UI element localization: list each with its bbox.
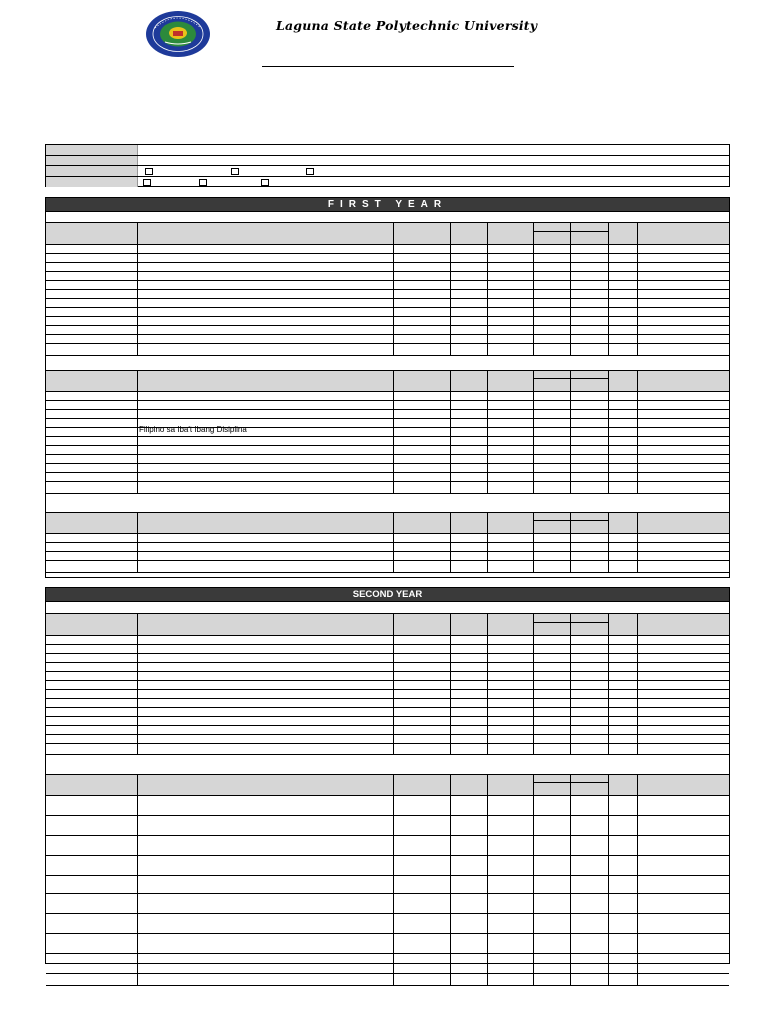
header-cell — [571, 223, 608, 244]
info-label-cell — [46, 166, 138, 176]
table-row-line — [46, 400, 729, 401]
header-cell — [46, 775, 137, 795]
column-line — [637, 774, 638, 985]
header-cell — [534, 614, 570, 635]
table-row-line — [46, 716, 729, 717]
header-cell — [638, 223, 729, 244]
header-cell — [609, 614, 637, 635]
table-row-line — [46, 893, 729, 894]
header-cell — [394, 371, 450, 391]
header-bottom-border — [46, 533, 729, 534]
table-row-line — [46, 572, 729, 573]
column-line — [608, 370, 609, 493]
header-cell — [138, 614, 393, 635]
column-line — [487, 222, 488, 355]
column-line — [533, 774, 534, 985]
header-cell — [609, 513, 637, 533]
table-row-line — [46, 280, 729, 281]
column-line — [533, 222, 534, 355]
header-cell — [571, 614, 608, 635]
column-line — [487, 613, 488, 754]
header-cell — [488, 223, 533, 244]
info-row-3 — [46, 166, 729, 177]
table-row-line — [46, 436, 729, 437]
table-row-line — [46, 316, 729, 317]
header-cell — [138, 223, 393, 244]
table-row-line — [46, 985, 729, 986]
header-cell — [488, 371, 533, 391]
header-cell — [394, 775, 450, 795]
header-bottom-border — [46, 635, 729, 636]
info-row-2 — [46, 156, 729, 166]
table-row-line — [46, 707, 729, 708]
checkbox[interactable] — [231, 168, 239, 175]
header-bottom-border — [46, 244, 729, 245]
checkbox[interactable] — [306, 168, 314, 175]
table-row-line — [46, 481, 729, 482]
info-row-1 — [46, 145, 729, 156]
table-row-line — [46, 815, 729, 816]
table-row-line — [46, 325, 729, 326]
header-bottom-border — [46, 795, 729, 796]
header-cell — [451, 513, 487, 533]
table-row-line — [46, 973, 729, 974]
header-cell — [46, 614, 137, 635]
header-cell — [488, 614, 533, 635]
column-line — [533, 370, 534, 493]
header-cell — [46, 371, 137, 391]
first-year-section — [45, 197, 730, 578]
column-line — [393, 512, 394, 572]
table-row-line — [46, 445, 729, 446]
table-row-line — [46, 409, 729, 410]
course-title-cell: Filipino sa Iba't Ibang Disiplina — [139, 425, 247, 434]
table-row-line — [46, 913, 729, 914]
header-bottom-border — [46, 391, 729, 392]
header-cell — [609, 371, 637, 391]
table-row-line — [46, 542, 729, 543]
header-cell — [394, 614, 450, 635]
table-row-line — [46, 680, 729, 681]
column-line — [450, 512, 451, 572]
table-row-line — [46, 698, 729, 699]
header-cell — [488, 775, 533, 795]
column-line — [393, 370, 394, 493]
table-row-line — [46, 653, 729, 654]
column-line — [450, 613, 451, 754]
column-line — [450, 370, 451, 493]
table-row-line — [46, 262, 729, 263]
table-row-line — [46, 463, 729, 464]
table-top-border — [46, 613, 729, 614]
title-bottom-border — [46, 211, 729, 212]
column-line — [570, 774, 571, 985]
header-cell — [451, 775, 487, 795]
table-row-line — [46, 725, 729, 726]
checkbox[interactable] — [145, 168, 153, 175]
table-row-line — [46, 855, 729, 856]
column-line — [637, 613, 638, 754]
column-line — [570, 512, 571, 572]
table-row-line — [46, 743, 729, 744]
table-row-line — [46, 662, 729, 663]
table-row-line — [46, 689, 729, 690]
title-bottom-border — [46, 601, 729, 602]
table-row-line — [46, 754, 729, 755]
table-row-line — [46, 551, 729, 552]
table-top-border — [46, 774, 729, 775]
column-line — [393, 774, 394, 985]
table-top-border — [46, 512, 729, 513]
table-top-border — [46, 370, 729, 371]
table-row-line — [46, 253, 729, 254]
info-label-cell — [46, 177, 138, 187]
header-cell — [451, 223, 487, 244]
header-cell — [451, 371, 487, 391]
column-line — [637, 222, 638, 355]
table-row-line — [46, 298, 729, 299]
column-line — [450, 222, 451, 355]
column-line — [393, 222, 394, 355]
column-line — [450, 774, 451, 985]
university-seal-icon — [145, 10, 211, 58]
table-row-line — [46, 953, 729, 954]
table-row-line — [46, 418, 729, 419]
header-cell — [534, 775, 570, 795]
header-cell — [638, 775, 729, 795]
column-line — [487, 370, 488, 493]
section-title: FIRST YEAR — [46, 198, 729, 211]
info-label-cell — [46, 156, 138, 165]
header-cell — [571, 371, 608, 391]
table-row-line — [46, 343, 729, 344]
header-cell — [609, 223, 637, 244]
table-row-line — [46, 734, 729, 735]
column-line — [608, 222, 609, 355]
info-label-cell — [46, 145, 138, 155]
column-line — [137, 613, 138, 754]
header-cell — [394, 513, 450, 533]
second-year-section — [45, 587, 730, 964]
checkbox[interactable] — [143, 179, 151, 186]
table-row-line — [46, 334, 729, 335]
university-name: Laguna State Polytechnic University — [276, 18, 538, 33]
column-line — [570, 370, 571, 493]
table-row-line — [46, 933, 729, 934]
table-row-line — [46, 671, 729, 672]
table-row-line — [46, 472, 729, 473]
column-line — [137, 774, 138, 985]
header-cell — [571, 513, 608, 533]
table-row-line — [46, 355, 729, 356]
header-cell — [638, 513, 729, 533]
header-cell — [571, 775, 608, 795]
table-row-line — [46, 271, 729, 272]
table-row-line — [46, 307, 729, 308]
table-row-line — [46, 493, 729, 494]
header-cell — [46, 223, 137, 244]
column-line — [570, 613, 571, 754]
table-row-line — [46, 289, 729, 290]
column-line — [608, 774, 609, 985]
table-row-line — [46, 835, 729, 836]
table-row-line — [46, 644, 729, 645]
column-line — [608, 613, 609, 754]
checkbox[interactable] — [261, 179, 269, 186]
column-line — [637, 370, 638, 493]
column-line — [637, 512, 638, 572]
column-line — [137, 222, 138, 355]
section-title: SECOND YEAR — [46, 588, 729, 601]
column-line — [533, 512, 534, 572]
title-underline — [262, 66, 514, 67]
header-cell — [451, 614, 487, 635]
info-row-4 — [46, 177, 729, 187]
column-line — [487, 512, 488, 572]
header-cell — [534, 513, 570, 533]
header-cell — [46, 513, 137, 533]
header-cell — [534, 223, 570, 244]
column-line — [533, 613, 534, 754]
header-cell — [638, 614, 729, 635]
column-line — [608, 512, 609, 572]
column-line — [137, 370, 138, 493]
table-top-border — [46, 222, 729, 223]
page-header — [0, 0, 768, 110]
column-line — [393, 613, 394, 754]
column-line — [137, 512, 138, 572]
table-row-line — [46, 454, 729, 455]
student-info-box — [45, 144, 730, 187]
header-cell — [138, 775, 393, 795]
table-row-line — [46, 875, 729, 876]
header-cell — [609, 775, 637, 795]
header-cell — [138, 513, 393, 533]
header-cell — [488, 513, 533, 533]
table-row-line — [46, 560, 729, 561]
header-cell — [394, 223, 450, 244]
checkbox[interactable] — [199, 179, 207, 186]
header-cell — [138, 371, 393, 391]
header-cell — [534, 371, 570, 391]
header-cell — [638, 371, 729, 391]
column-line — [487, 774, 488, 985]
column-line — [570, 222, 571, 355]
